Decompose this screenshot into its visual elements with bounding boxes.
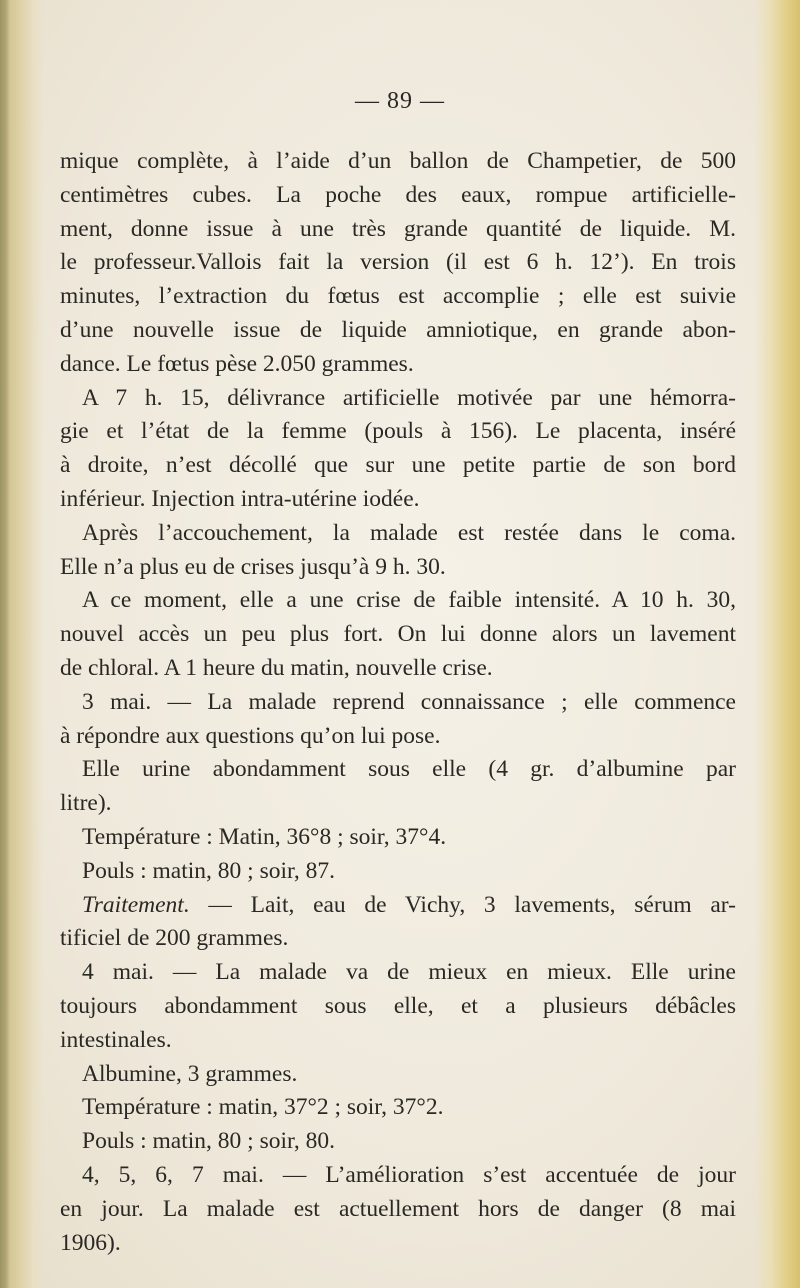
- text-line: le professeur.Vallois fait la version (il est 6 h. 12’). En trois: [60, 249, 736, 276]
- text-line: à droite, n’est décollé que sur une petite partie de son bord: [60, 452, 736, 479]
- binding-shadow: [0, 0, 10, 1288]
- text-line: d’une nouvelle issue de liquide amniotique, en grande abon-: [60, 316, 736, 343]
- text-line: dance. Le fœtus pèse 2.050 grammes.: [60, 350, 414, 377]
- text-line: Elle urine abondamment sous elle (4 gr. d’albumine par: [82, 756, 736, 783]
- text-line: litre).: [60, 790, 112, 817]
- text-line: 4, 5, 6, 7 mai. — L’amélioration s’est accentuée de jour: [82, 1161, 736, 1188]
- text-line: inférieur. Injection intra-utérine iodée.: [60, 485, 420, 512]
- text-line: Traitement. — Lait, eau de Vichy, 3 lavements, sérum ar-: [82, 891, 736, 918]
- text-line: intestinales.: [60, 1026, 172, 1053]
- text-line: A ce moment, elle a une crise de faible intensité. A 10 h. 30,: [82, 587, 736, 614]
- text-line: Elle n’a plus eu de crises jusqu’à 9 h. 30.: [60, 553, 446, 580]
- text-line: ment, donne issue à une très grande quantité de liquide. M.: [60, 215, 736, 242]
- text-line: centimètres cubes. La poche des eaux, rompue artificielle-: [60, 181, 736, 208]
- text-line: à répondre aux questions qu’on lui pose.: [60, 722, 441, 749]
- text-line: Pouls : matin, 80 ; soir, 87.: [82, 857, 336, 884]
- text-line: en jour. La malade est actuellement hors de danger (8 mai: [60, 1195, 736, 1222]
- text-line: Après l’accouchement, la malade est restée dans le coma.: [82, 519, 736, 546]
- body-text: [60, 145, 736, 1260]
- page-number: — 89 —: [355, 88, 445, 114]
- text-line: 4 mai. — La malade va de mieux en mieux. Elle urine: [82, 959, 736, 986]
- text-line: minutes, l’extraction du fœtus est accomplie ; elle est suivie: [60, 283, 736, 310]
- text-line: Albumine, 3 grammes.: [82, 1060, 298, 1087]
- text-line: Température : Matin, 36°8 ; soir, 37°4.: [82, 823, 447, 850]
- text-line: 3 mai. — La malade reprend connaissance ; elle commence: [82, 688, 736, 715]
- text-line: mique complète, à l’aide d’un ballon de Champetier, de 500: [60, 148, 736, 174]
- text-line: A 7 h. 15, délivrance artificielle motivée par une hémorra-: [82, 384, 736, 411]
- traitement-text: Lait, eau de Vichy, 3 lavements, sérum ar-: [250, 891, 736, 918]
- text-line: de chloral. A 1 heure du matin, nouvelle crise.: [60, 654, 493, 681]
- text-line: Température : matin, 37°2 ; soir, 37°2.: [82, 1094, 444, 1121]
- text-line: 1906).: [60, 1229, 121, 1256]
- text-line: gie et l’état de la femme (pouls à 156). Le placenta, inséré: [60, 418, 736, 445]
- text-line: Pouls : matin, 80 ; soir, 80.: [82, 1128, 336, 1155]
- text-line: tificiel de 200 grammes.: [60, 925, 289, 952]
- traitement-label: Traitement.: [82, 891, 190, 918]
- page-edge-right: [754, 0, 800, 1288]
- text-line: nouvel accès un peu plus fort. On lui donne alors un lavement: [60, 621, 736, 648]
- text-line: toujours abondamment sous elle, et a plusieurs débâcles: [60, 992, 736, 1019]
